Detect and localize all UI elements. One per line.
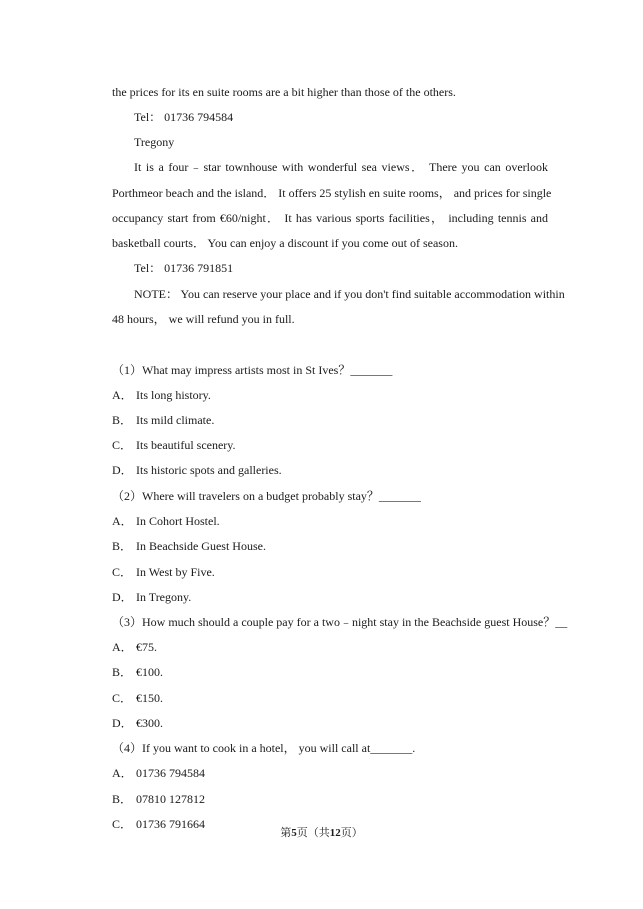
passage-line: Porthmeor beach and the island． It offers 25 stylish en suite rooms， and prices for single [112, 186, 552, 200]
answer-option[interactable] [112, 690, 163, 706]
option-label: A． [112, 640, 133, 654]
option-text: €150. [136, 691, 163, 705]
option-label: C． [112, 691, 133, 705]
passage-line: the prices for its en suite rooms are a bit higher than those of the others. [112, 85, 456, 99]
question-stem: （4）If you want to cook in a hotel， you will call at_______. [112, 741, 416, 755]
answer-option[interactable] [112, 462, 282, 478]
option-text: Its beautiful scenery. [136, 438, 236, 452]
option-text: €75. [136, 640, 157, 654]
option-text: In Cohort Hostel. [136, 514, 220, 528]
option-text: 01736 794584 [136, 766, 205, 780]
option-text: In Tregony. [136, 590, 192, 604]
option-text: Its historic spots and galleries. [136, 463, 282, 477]
answer-option[interactable] [112, 513, 220, 529]
footer-prefix: 第 [280, 827, 292, 839]
option-text: €100. [136, 665, 163, 679]
answer-option[interactable] [112, 639, 157, 655]
option-label: A． [112, 514, 133, 528]
option-text: Its mild climate. [136, 413, 215, 427]
option-label: D． [112, 716, 133, 730]
passage-line: It is a four﹣star townhouse with wonderful sea views． There you can overlook [134, 160, 548, 174]
option-label: A． [112, 766, 133, 780]
option-text: Its long history. [136, 388, 211, 402]
hotel-name: Tregony [134, 135, 175, 149]
option-text: In Beachside Guest House. [136, 539, 266, 553]
option-text: In West by Five. [136, 565, 215, 579]
option-label: D． [112, 463, 133, 477]
option-label: B． [112, 792, 133, 806]
question-stem: （2）Where will travelers on a budget probably stay？_______ [112, 489, 421, 503]
answer-option[interactable] [112, 791, 205, 807]
answer-option[interactable] [112, 437, 236, 453]
footer-suffix: 页） [340, 827, 363, 839]
answer-option[interactable] [112, 564, 215, 580]
answer-option[interactable] [112, 765, 205, 781]
note-line: NOTE： You can reserve your place and if you don't find suitable accommodation within [134, 287, 565, 301]
answer-option[interactable] [112, 664, 163, 680]
note-line: 48 hours， we will refund you in full. [112, 312, 295, 326]
answer-option[interactable] [112, 538, 266, 554]
question-stem: （3）How much should a couple pay for a two﹣night stay in the Beachside guest House？__ [112, 615, 568, 629]
option-text: 07810 127812 [136, 792, 205, 806]
option-label: A． [112, 388, 133, 402]
page-footer [0, 826, 643, 840]
answer-option[interactable] [112, 715, 163, 731]
answer-option[interactable] [112, 589, 191, 605]
option-label: C． [112, 438, 133, 452]
telephone-line: Tel： 01736 791851 [134, 261, 234, 275]
option-text: 01736 791664 [136, 817, 205, 831]
answer-option[interactable] [112, 387, 211, 403]
option-label: D． [112, 590, 133, 604]
option-label: B． [112, 413, 133, 427]
option-label: B． [112, 665, 133, 679]
passage-line: basketball courts． You can enjoy a discount if you come out of season. [112, 236, 458, 250]
option-label: C． [112, 817, 133, 831]
footer-middle: 页（共 [296, 827, 330, 839]
passage-line: occupancy start from €60/night． It has various sports facilities， including tennis and [112, 211, 548, 225]
answer-option[interactable] [112, 412, 214, 428]
footer-page-number: 5 [291, 827, 297, 839]
option-text: €300. [136, 716, 163, 730]
question-stem: （1）What may impress artists most in St Ives？_______ [112, 363, 393, 377]
option-label: C． [112, 565, 133, 579]
telephone-line: Tel： 01736 794584 [134, 110, 234, 124]
footer-total-pages: 12 [329, 827, 341, 839]
option-label: B． [112, 539, 133, 553]
